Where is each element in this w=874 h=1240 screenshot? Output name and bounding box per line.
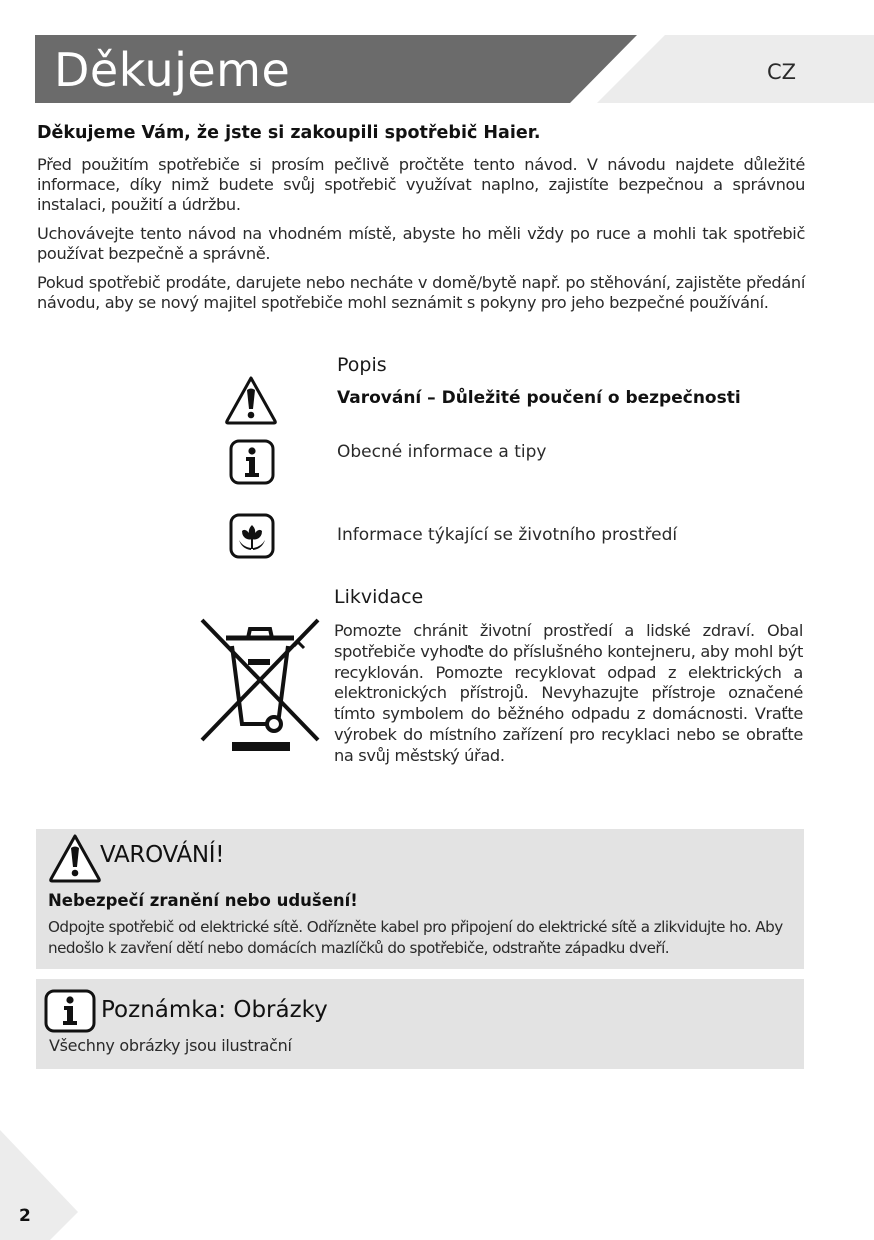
footer-corner — [0, 1130, 80, 1240]
intro-paragraph-2: Uchovávejte tento návod na vhodném místě, abyste ho měli vždy po ruce a mohli tak spotřebič používat bezpečně a správně. — [37, 224, 805, 263]
intro-heading: Děkujeme Vám, že jste si zakoupili spotřebič Haier. — [37, 123, 541, 143]
language-code: CZ — [767, 60, 797, 84]
page-title: Děkujeme — [54, 43, 291, 97]
page-number: 2 — [19, 1206, 31, 1226]
disposal-title: Likvidace — [334, 586, 424, 608]
environment-icon — [229, 513, 275, 559]
legend-title: Popis — [337, 354, 387, 376]
legend-environment-label: Informace týkající se životního prostředí — [337, 525, 678, 545]
intro-paragraph-3: Pokud spotřebič prodáte, darujete nebo necháte v domě/bytě např. po stěhování, zajistěte předání návodu, aby se nový majitel spotřebiče mohl seznámit s pokyny pro jeho bezpečné používání. — [37, 273, 805, 312]
warning-triangle-icon — [48, 833, 102, 883]
disposal-text: Pomozte chránit životní prostředí a lidské zdraví. Obal spotřebiče vyhoďte do příslušného kontejneru, aby mohl být recyklován. Pomozte recyklovat odpad z elektrických a elektronických přístrojů. Nevyhazujte přístroje označené tímto symbolem do běžného odpadu z domácnosti. Vraťte výrobek do místního zařízení pro recyklaci nebo se obraťte na svůj městský úřad. — [334, 621, 803, 765]
warning-title: VAROVÁNÍ! — [100, 842, 225, 868]
warning-triangle-icon — [224, 375, 278, 425]
intro-paragraph-1: Před použitím spotřebiče si prosím pečlivě pročtěte tento návod. V návodu najdete důležité informace, díky nimž budete svůj spotřebič využívat naplno, zajistíte bezpečnou a správnou instalaci, použití a údržbu. — [37, 155, 805, 214]
legend-info-label: Obecné informace a tipy — [337, 442, 547, 462]
warning-subtitle: Nebezpečí zranění nebo udušení! — [48, 891, 358, 910]
warning-text: Odpojte spotřebič od elektrické sítě. Odřízněte kabel pro připojení do elektrické sítě a zlikvidujte ho. Aby nedošlo k zavření dětí nebo domácích mazlíčků do spotřebiče, odstraňte západku dveří. — [48, 918, 783, 957]
crossed-bin-icon — [198, 616, 322, 754]
note-title: Poznámka: Obrázky — [101, 997, 328, 1023]
note-text: Všechny obrázky jsou ilustrační — [49, 1036, 292, 1055]
legend-warning-label: Varování – Důležité poučení o bezpečnosti — [337, 388, 741, 408]
info-icon — [44, 989, 96, 1033]
info-icon — [229, 439, 275, 485]
